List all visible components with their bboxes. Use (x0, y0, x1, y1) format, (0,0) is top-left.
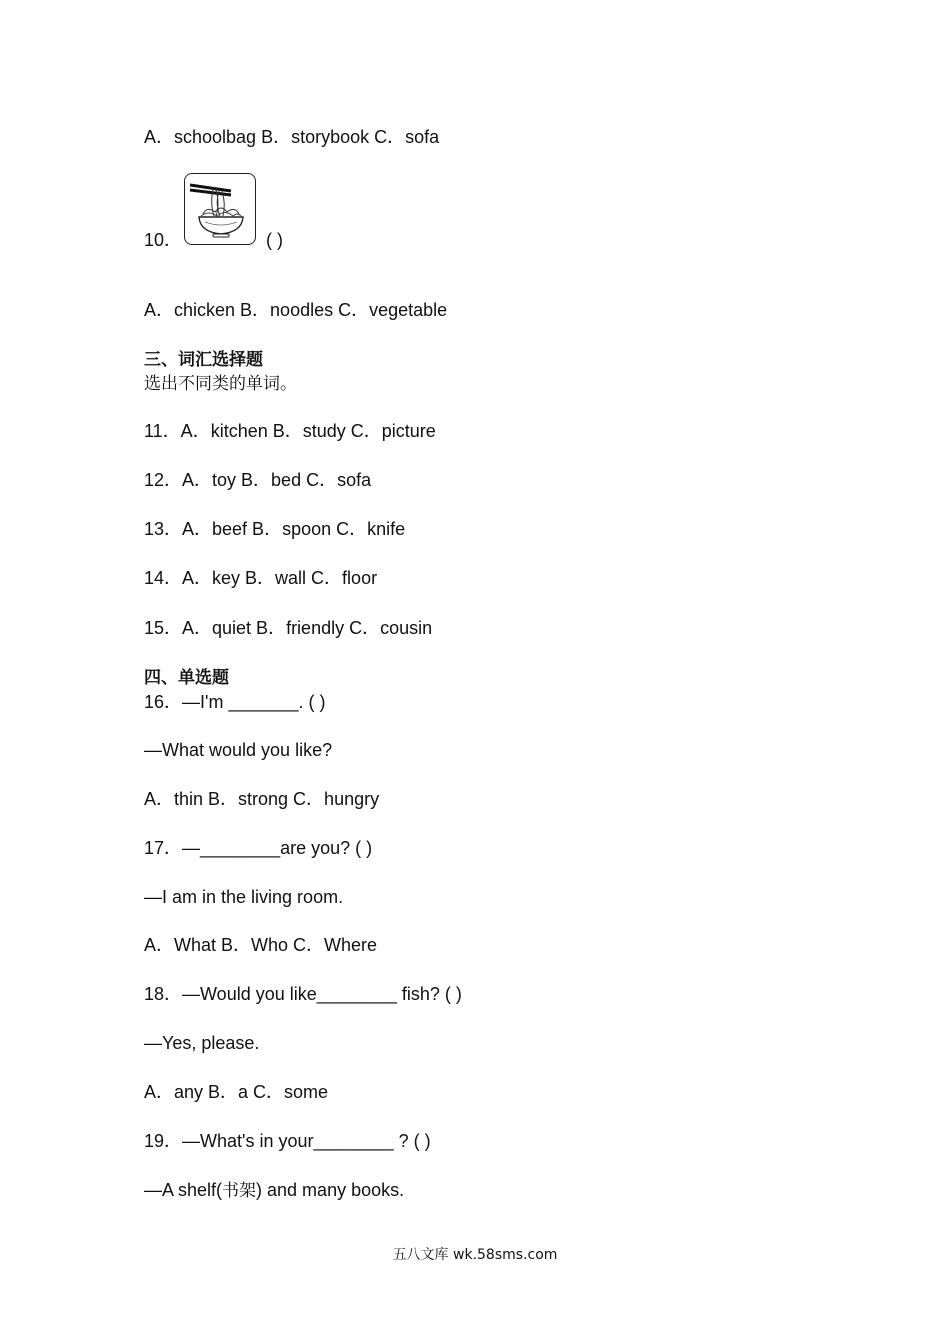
section3-instruction: 选出不同类的单词。 (144, 374, 297, 394)
q19-reply-start: —A shelf( (144, 1180, 223, 1200)
q17-stem: 17．—________are you? ( ) (144, 838, 373, 858)
section4-title: 四、单选题 (144, 668, 229, 688)
footer-watermark: 五八文库 wk.58sms.com (392, 1247, 558, 1263)
q16-options: A．thin B．strong C．hungry (144, 789, 380, 809)
q18-stem: 18．—Would you like________ fish? ( ) (144, 984, 462, 1004)
q9-options: A．schoolbag B．storybook C．sofa (144, 127, 440, 147)
q19-stem: 19．—What's in your________ ? ( ) (144, 1131, 431, 1151)
q14: 14．A．key B．wall C．floor (144, 568, 378, 588)
q12: 12．A．toy B．bed C．sofa (144, 470, 372, 490)
q10-options: A．chicken B．noodles C．vegetable (144, 300, 448, 320)
q17-reply: —I am in the living room. (144, 887, 344, 907)
q17-options: A．What B．Who C．Where (144, 935, 378, 955)
q11: 11．A．kitchen B．study C．picture (144, 421, 436, 441)
q19-reply-end: ) and many books. (256, 1180, 405, 1200)
q18-options: A．any B．a C．some (144, 1082, 329, 1102)
q18-reply: —Yes, please. (144, 1033, 260, 1053)
q16-stem: 16．—I'm _______. ( ) (144, 692, 326, 712)
noodles-bowl-icon (184, 173, 256, 245)
q10-answer-paren: ( ) (266, 230, 283, 250)
q10-number: 10． (144, 230, 183, 250)
q16-reply: —What would you like? (144, 740, 333, 760)
q15: 15．A．quiet B．friendly C．cousin (144, 618, 433, 638)
q13: 13．A．beef B．spoon C．knife (144, 519, 406, 539)
section3-title: 三、词汇选择题 (144, 350, 263, 370)
q19-reply-cn: 书架 (222, 1181, 257, 1201)
q19-reply (144, 1179, 404, 1202)
